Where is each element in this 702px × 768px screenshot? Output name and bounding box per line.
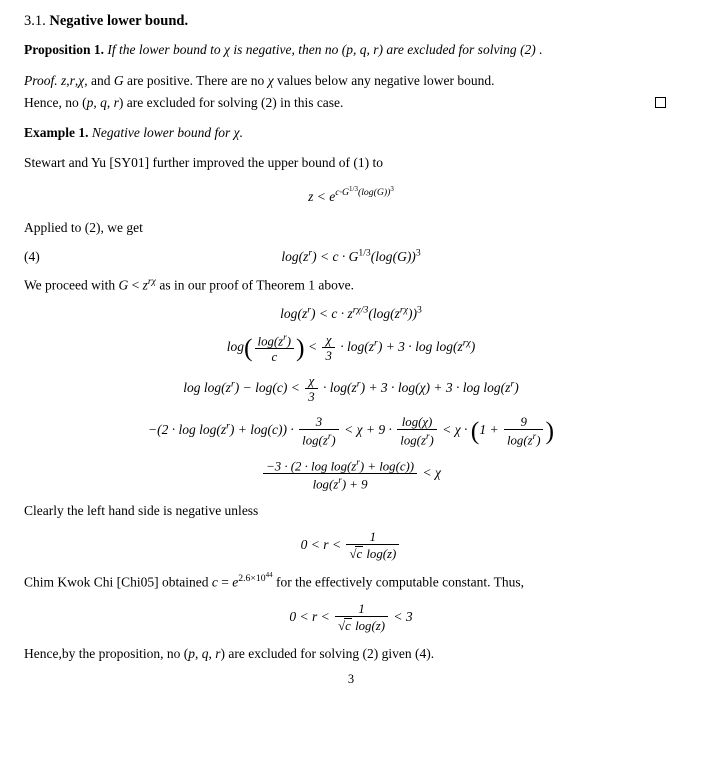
equation-5: $\log(z^r) < c \cdot z^{r\chi/3}(\log(z^{r\chi}))^3$: [280, 304, 422, 321]
proposition-label: Proposition 1.: [24, 41, 105, 57]
proposition-block: [24, 41, 678, 59]
paragraph-stewart: Stewart and Yu [SY01] further improved the upper bound of (1) to: [24, 155, 384, 171]
equation-6-row: [24, 332, 678, 364]
equation-upper-bound: $z < e^{c\cdot G^{1/3}(log(G))^3}$: [308, 185, 394, 204]
equation-5-row: [24, 304, 678, 322]
equation-6: log( $\frac{\log(z^r)}{c}$ ) < $\frac{\chi}{3}$ · $\log(z^r) + 3 \cdot \log \log(z^{r\chi})$: [226, 331, 476, 365]
equation-10: 0 < r < $\frac{1}{\text{√c log(z)}}$: [301, 537, 402, 552]
equation-11: 0 < r < $\frac{1}{\text{√c log(z)}}$ < 3: [289, 601, 413, 633]
equation-10-row: [24, 530, 678, 561]
section-number: 3.1.: [24, 13, 46, 29]
paragraph-clearly: Clearly the left hand side is negative unless: [24, 502, 259, 518]
paragraph-hence: Hence,by the proposition, no (p, q, r) are excluded for solving (2) given (4).: [24, 646, 435, 662]
proof-line-1: Proof. z,r,χ, and G are positive. There are no χ values below any negative lower bound.: [24, 72, 495, 88]
proof-line-2: Hence, no (p, q, r) are excluded for solving (2) in this case.: [24, 94, 678, 112]
equation-7-row: [24, 374, 678, 404]
equation-9-row: [24, 457, 678, 492]
paragraph-applied: Applied to (2), we get: [24, 220, 143, 236]
section-title: Negative lower bound.: [49, 13, 189, 29]
equation-8: $-(2 \cdot \log \log(z^r) + \log(c))$ · $\frac{3}{\log(z^r)}$ < χ + 9 · $\frac{\log(\chi)}{\log(z^r)}$ < χ · (1 + $\frac{9}{\log(z^r)}$ ): [147, 414, 555, 447]
equation-4-row: [24, 247, 678, 265]
paragraph-proceed: We proceed with $G < z^{r\chi}$ as in our proof of Theorem 1 above.: [24, 275, 355, 293]
equation-8-row: [24, 415, 678, 447]
qed-box-icon: [655, 97, 666, 108]
equation-4: $\log(z^r) < c \cdot G^{1/3}(\log(G))^3$: [281, 247, 421, 264]
equation-11-row: [24, 602, 678, 633]
example-block: [24, 125, 678, 141]
page-number: 3: [347, 672, 355, 687]
proposition-text: If the lower bound to χ is negative, then no (p, q, r) are excluded for solving (2) .: [107, 41, 543, 57]
equation-tag-4: (4): [24, 249, 40, 265]
example-text: Negative lower bound for χ.: [91, 125, 243, 141]
equation-9: $\frac{-3 \cdot (2 \cdot \log \log(z^r) + \log(c))}{\log(z^r) + 9}$ < χ: [261, 465, 441, 480]
paragraph-chim: Chim Kwok Chi [Chi05] obtained $c = e^{2.6\times 10^{44}}$ for the effectively computable constant. Thus,: [24, 571, 525, 590]
example-label: Example 1.: [24, 125, 89, 141]
equation-7: $\log \log(z^r) - \log(c)$ < $\frac{\chi}{3}$ · $\log(z^r) + 3 \cdot \log(\chi) + 3 \cdot \log \log(z^r)$: [183, 374, 519, 405]
section-heading: [24, 12, 678, 31]
